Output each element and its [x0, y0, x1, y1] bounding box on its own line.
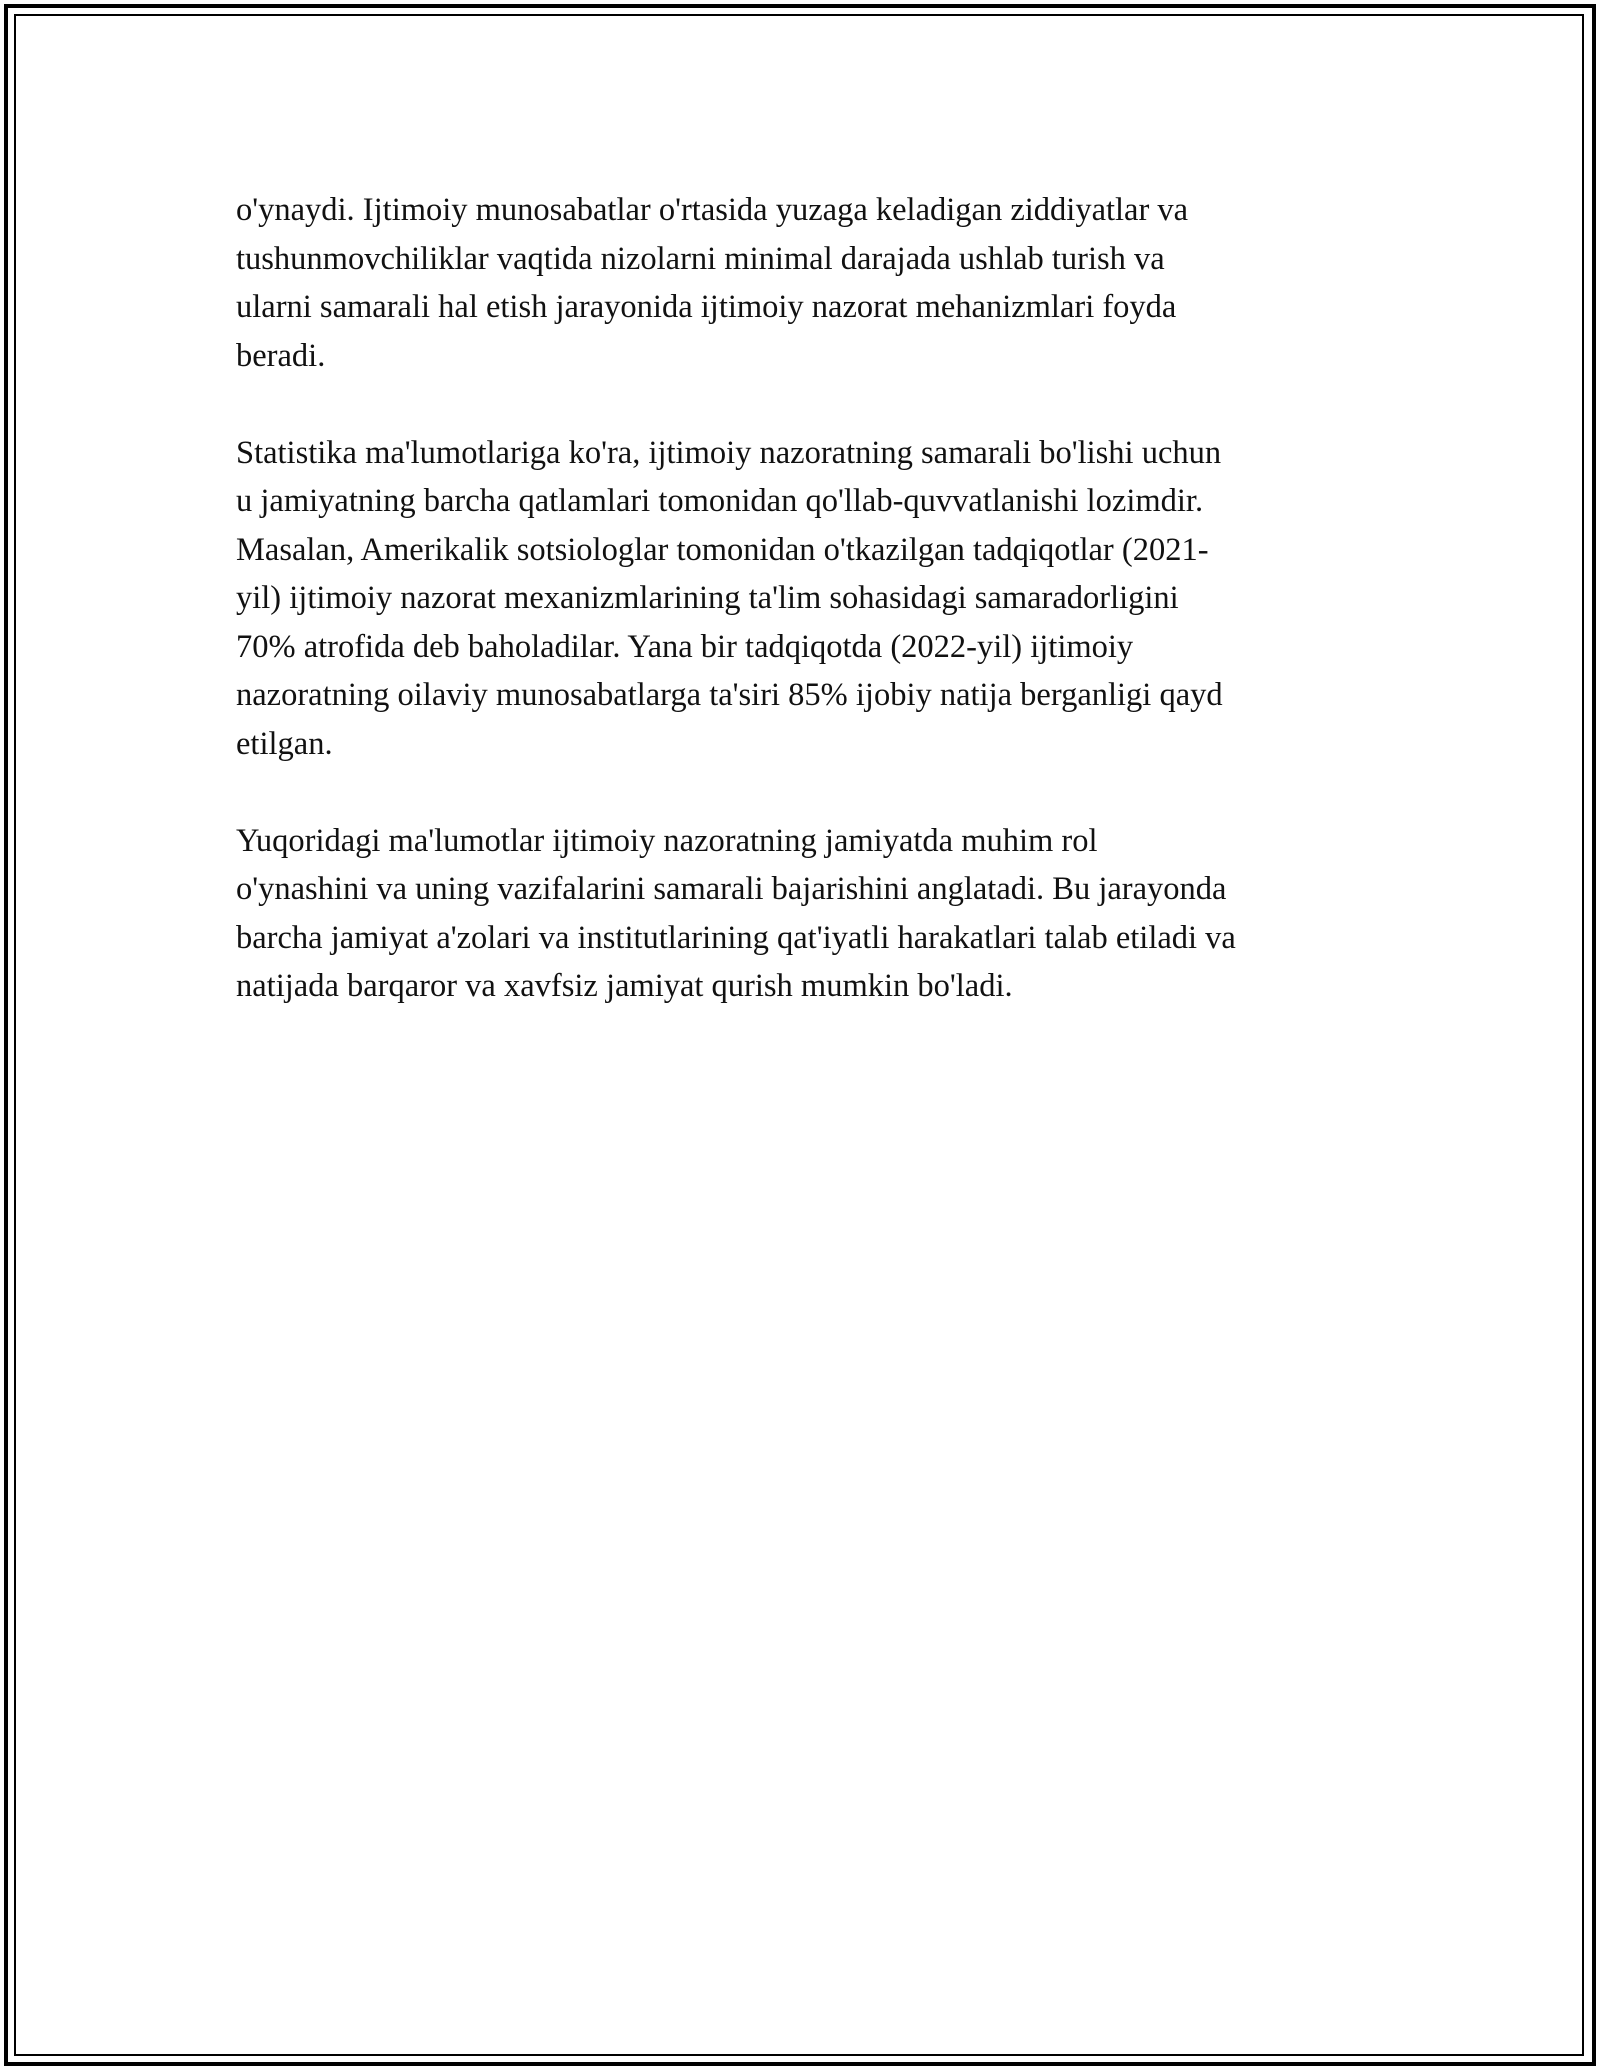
paragraph-line: yil) ijtimoiy nazorat mexanizmlarining ta'lim sohasidagi samaradorligini	[236, 580, 1179, 616]
paragraph-line: ularni samarali hal etish jarayonida ijtimoiy nazorat mehanizmlari foyda	[236, 289, 1177, 325]
paragraph-line: 70% atrofida deb baholadilar. Yana bir tadqiqotda (2022-yil) ijtimoiy	[236, 628, 1134, 665]
paragraph-line: Masalan, Amerikalik sotsiologlar tomonidan o'tkazilgan tadqiqotlar (2021-	[236, 531, 1209, 568]
paragraph-line: o'ynaydi. Ijtimoiy munosabatlar o'rtasida yuzaga keladigan ziddiyatlar va	[236, 192, 1189, 228]
paragraph-1	[236, 186, 1376, 380]
paragraph-line: tushunmovchiliklar vaqtida nizolarni minimal darajada ushlab turish va	[236, 240, 1165, 277]
paragraph-line: Yuqoridagi ma'lumotlar ijtimoiy nazoratning jamiyatda muhim rol	[236, 822, 1098, 859]
document-body	[236, 186, 1376, 1059]
paragraph-line: nazoratning oilaviy munosabatlarga ta'siri 85% ijobiy natija berganligi qayd	[236, 677, 1223, 713]
paragraph-line: etilgan.	[236, 725, 333, 762]
paragraph-2	[236, 429, 1376, 769]
paragraph-line: u jamiyatning barcha qatlamlari tomonidan qo'llab-quvvatlanishi lozimdir.	[236, 483, 1204, 519]
paragraph-line: natijada barqaror va xavfsiz jamiyat qurish mumkin bo'ladi.	[236, 968, 1013, 1004]
paragraph-3	[236, 817, 1376, 1011]
paragraph-line: barcha jamiyat a'zolari va institutlarining qat'iyatli harakatlari talab etiladi va	[236, 919, 1236, 956]
paragraph-line: o'ynashini va uning vazifalarini samarali bajarishini anglatadi. Bu jarayonda	[236, 871, 1227, 907]
paragraph-line: Statistika ma'lumotlariga ko'ra, ijtimoiy nazoratning samarali bo'lishi uchun	[236, 434, 1222, 471]
paragraph-line: beradi.	[236, 337, 326, 374]
